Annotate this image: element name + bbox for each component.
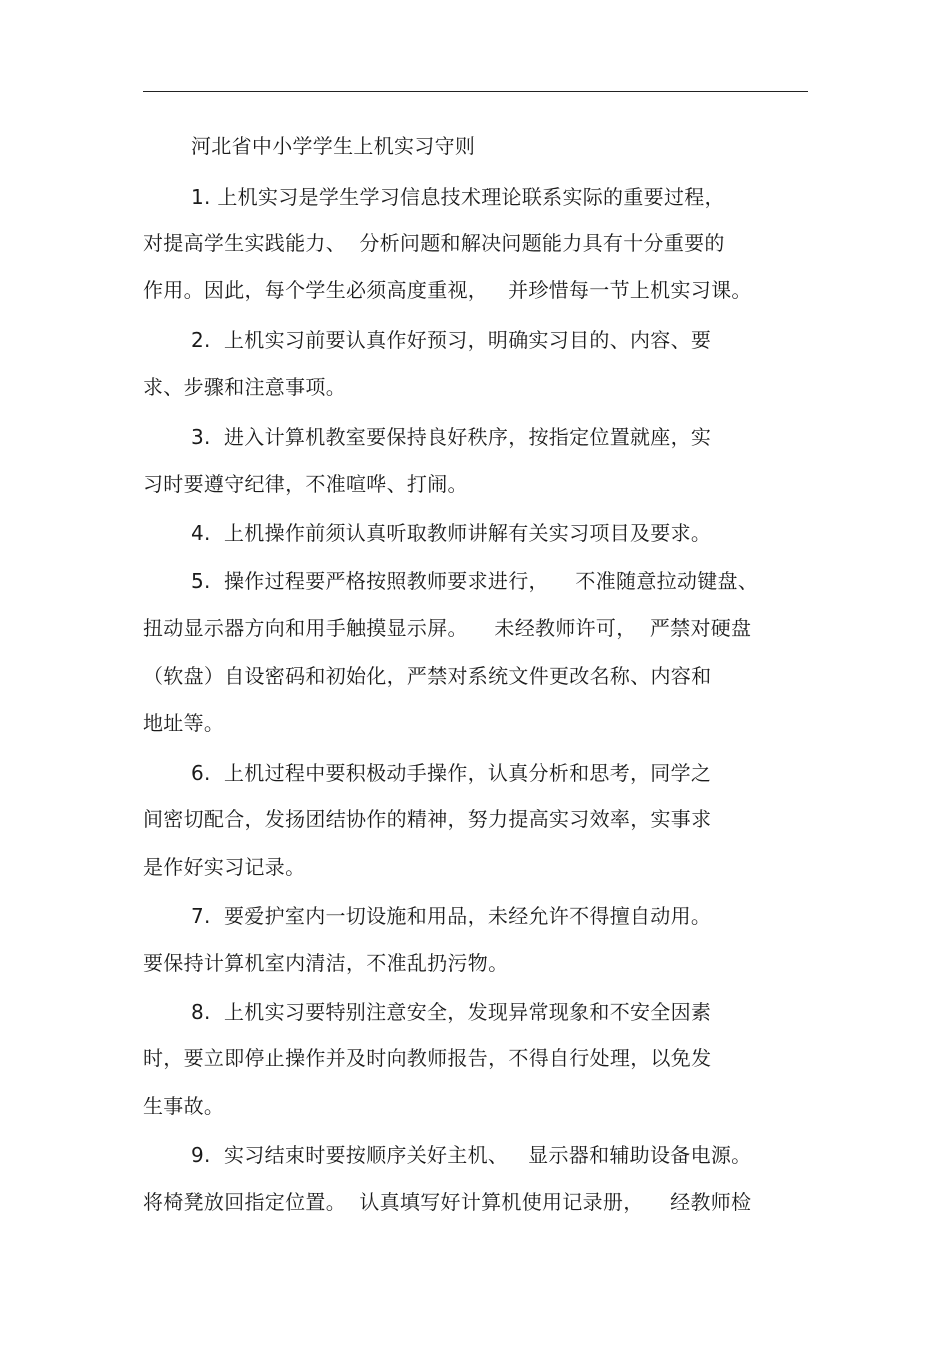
text-line: （软盘）自设密码和初始化，严禁对系统文件更改名称、内容和	[143, 664, 712, 688]
text-line: 扭动显示器方向和用手触摸显示屏。 未经教师许可， 严禁对硬盘	[143, 616, 752, 640]
document-title: 河北省中小学学生上机实习守则	[191, 134, 476, 158]
text-line: 6. 上机过程中要积极动手操作，认真分析和思考，同学之	[191, 761, 712, 785]
text-line: 9. 实习结束时要按顺序关好主机、 显示器和辅助设备电源。	[191, 1143, 752, 1167]
text-line: 求、步骤和注意事项。	[143, 375, 346, 399]
text-line: 8. 上机实习要特别注意安全，发现异常现象和不安全因素	[191, 1000, 712, 1024]
header-rule	[143, 91, 808, 92]
text-line: 间密切配合，发扬团结协作的精神，努力提高实习效率，实事求	[143, 807, 712, 831]
text-line: 5. 操作过程要严格按照教师要求进行， 不准随意拉动键盘、	[191, 569, 759, 593]
text-line: 3. 进入计算机教室要保持良好秩序，按指定位置就座，实	[191, 425, 712, 449]
text-line: 要保持计算机室内清洁，不准乱扔污物。	[143, 951, 509, 975]
text-line: 习时要遵守纪律，不准喧哗、打闹。	[143, 472, 468, 496]
text-line: 将椅凳放回指定位置。 认真填写好计算机使用记录册， 经教师检	[143, 1190, 752, 1214]
text-line: 地址等。	[143, 711, 225, 735]
text-line: 7. 要爱护室内一切设施和用品，未经允许不得擅自动用。	[191, 904, 712, 928]
text-line: 4. 上机操作前须认真听取教师讲解有关实习项目及要求。	[191, 521, 712, 545]
text-line: 时，要立即停止操作并及时向教师报告，不得自行处理，以免发	[143, 1046, 712, 1070]
text-line: 2. 上机实习前要认真作好预习，明确实习目的、内容、要	[191, 328, 712, 352]
text-line: 对提高学生实践能力、 分析问题和解决问题能力具有十分重要的	[143, 231, 725, 255]
text-line: 1. 上机实习是学生学习信息技术理论联系实际的重要过程，	[191, 185, 725, 209]
text-line: 作用。因此，每个学生必须高度重视， 并珍惜每一节上机实习课。	[143, 278, 752, 302]
text-line: 生事故。	[143, 1094, 225, 1118]
text-line: 是作好实习记录。	[143, 855, 306, 879]
